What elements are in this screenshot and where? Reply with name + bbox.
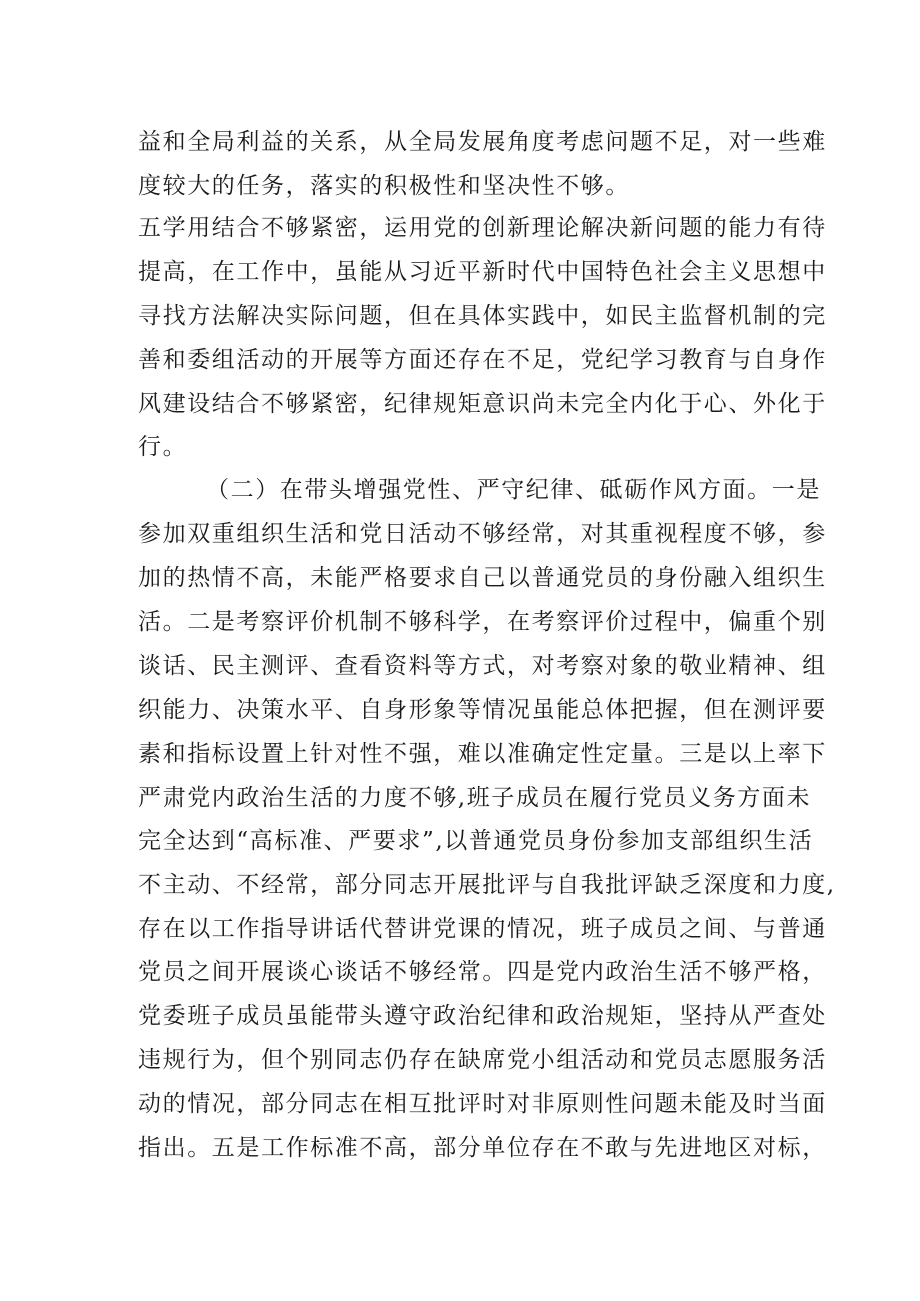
text-line: 党员之间开展谈心谈话不够经常。四是党内政治生活不够严格， bbox=[138, 959, 827, 985]
text-line: 谈话、民主测评、查看资料等方式，对考察对象的敬业精神、组 bbox=[138, 653, 827, 679]
text-line: 织能力、决策水平、自身形象等情况虽能总体把握，但在测评要 bbox=[138, 697, 827, 723]
text-line: 五学用结合不够紧密，运用党的创新理论解决新问题的能力有待 bbox=[138, 215, 827, 241]
text-line: 指出。五是工作标准不高，部分单位存在不敢与先进地区对标， bbox=[138, 1135, 827, 1161]
text-line: 动的情况，部分同志在相互批评时对非原则性问题未能及时当面 bbox=[138, 1091, 827, 1117]
text-line: 活。二是考察评价机制不够科学，在考察评价过程中，偏重个别 bbox=[138, 609, 827, 635]
text-line: 加的热情不高，未能严格要求自己以普通党员的身份融入组织生 bbox=[138, 565, 827, 591]
text-line: 寻找方法解决实际问题，但在具体实践中，如民主监督机制的完 bbox=[138, 303, 827, 329]
text-line: 存在以工作指导讲话代替讲党课的情况，班子成员之间、与普通 bbox=[138, 916, 827, 942]
text-line: 党委班子成员虽能带头遵守政治纪律和政治规矩，坚持从严查处 bbox=[138, 1003, 827, 1029]
text-line: 度较大的任务，落实的积极性和坚决性不够。 bbox=[138, 173, 630, 199]
text-line: 严肃党内政治生活的力度不够,班子成员在履行党员义务方面未 bbox=[138, 785, 812, 811]
text-line: 行。 bbox=[138, 434, 188, 460]
text-line: 善和委组活动的开展等方面还存在不足，党纪学习教育与自身作 bbox=[138, 347, 827, 373]
text-line: 不主动、不经常，部分同志开展批评与自我批评缺乏深度和力度, bbox=[138, 872, 836, 898]
text-line: 素和指标设置上针对性不强，难以准确定性定量。三是以上率下 bbox=[138, 741, 827, 767]
text-line: 违规行为，但个别同志仍存在缺席党小组活动和党员志愿服务活 bbox=[138, 1047, 827, 1073]
text-line: 参加双重组织生活和党日活动不够经常，对其重视程度不够，参 bbox=[138, 521, 827, 547]
text-line: 提高，在工作中，虽能从习近平新时代中国特色社会主义思想中 bbox=[138, 259, 827, 285]
text-line: 风建设结合不够紧密，纪律规矩意识尚未完全内化于心、外化于 bbox=[138, 391, 827, 417]
text-line: 完全达到“高标准、严要求”,以普通党员身份参加支部组织生活 bbox=[138, 828, 814, 854]
text-line: 益和全局利益的关系，从全局发展角度考虑问题不足，对一些难 bbox=[138, 129, 827, 155]
section-heading-line: （二）在带头增强党性、严守纪律、砥砺作风方面。一是 bbox=[206, 477, 821, 503]
